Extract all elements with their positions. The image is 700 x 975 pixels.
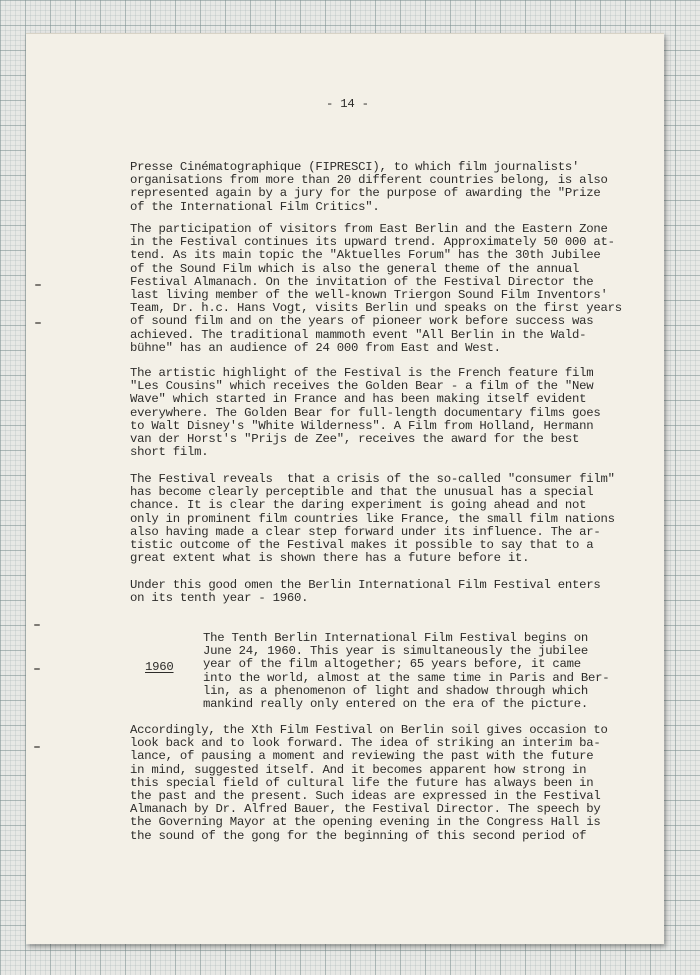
typewritten-page	[26, 33, 664, 944]
paragraph-crisis: The Festival reveals that a crisis of the so-called "consumer film" has become clearly perceptible and that the unusual has a special chance. It is clear the daring experiment is going ahead and not only in prominent film countries like France, the small film nations also having made a clear step forward under its influence. The ar- tistic outcome of the Festival makes it possible to say that to a great extent what is shown there has a future before it.	[130, 472, 615, 566]
punch-mark	[35, 322, 41, 324]
paragraph-tenth-year: Under this good omen the Berlin International Film Festival enters on its tenth year - 1960.	[130, 578, 601, 606]
paragraph-1960-festival: The Tenth Berlin International Film Festival begins on June 24, 1960. This year is simultaneously the jubilee year of the film altogether; 65 years before, it came into the world, almost at the same time in Paris and Ber- lin, as a phenomenon of light and shadow through which mankind really only entered on the era of the picture.	[203, 631, 610, 712]
punch-mark	[34, 624, 40, 626]
paragraph-visitors: The participation of visitors from East Berlin and the Eastern Zone in the Festival continues its upward trend. Approximately 50 000 at- tend. As its main topic the "Aktuelles Forum" has the 30th Jubilee of the Sound Film which is also the general theme of the annual Festival Almanach. On the invitation of the Festival Director the last living member of the well-known Triergon Sound Film Inventors' Team, Dr. h.c. Hans Vogt, visits Berlin und speaks on the first years of sound film and on the years of pioneer work before success was achieved. The traditional mammoth event "All Berlin in the Wald- bühne" has an audience of 24 000 from East and West.	[130, 222, 622, 355]
paragraph-xth-festival: Accordingly, the Xth Film Festival on Berlin soil gives occasion to look back and to look forward. The idea of striking an interim ba- lance, of pausing a moment and reviewing the past with the future in mind, suggested itself. And it becomes apparent how strong in this special field of cultural life the future has always been in the past and the present. Such ideas are expressed in the Festival Almanach by Dr. Alfred Bauer, the Festival Director. The speech by the Governing Mayor at the opening evening in the Congress Hall is the sound of the gong for the beginning of this second period of	[130, 723, 608, 843]
paragraph-artistic-highlight: The artistic highlight of the Festival is the French feature film "Les Cousins" which receives the Golden Bear - a film of the "New Wave" which started in France and has been making itself evident everywhere. The Golden Bear for full-length documentary films goes to Walt Disney's "White Wilderness". A Film from Holland, Hermann van der Horst's "Prijs de Zee", receives the award for the best short film.	[130, 366, 601, 460]
punch-mark	[34, 746, 40, 748]
paragraph-fipresci: Presse Cinématographique (FIPRESCI), to which film journalists' organisations from more than 20 different countries belong, is also represented again by a jury for the purpose of awarding the "Prize of the International Film Critics".	[130, 160, 608, 214]
punch-mark	[34, 668, 40, 670]
punch-mark	[35, 284, 41, 286]
year-heading: 1960	[145, 660, 174, 674]
page-number: - 14 -	[326, 97, 369, 111]
